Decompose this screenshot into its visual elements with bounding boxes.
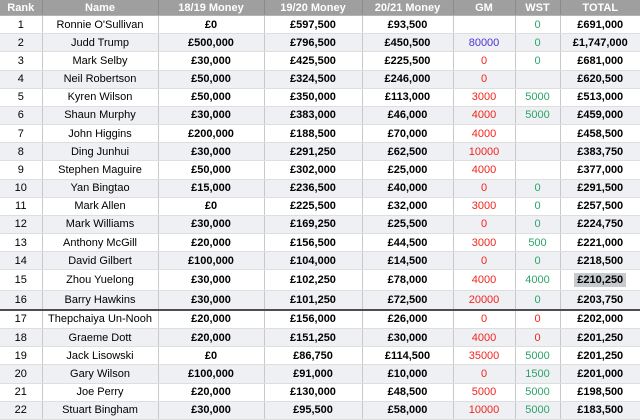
cell-money-2021[interactable]: £44,500 bbox=[362, 234, 453, 252]
table-row bbox=[0, 329, 640, 347]
cell-money-1920[interactable]: £156,000 bbox=[264, 310, 362, 329]
cell-wst[interactable]: 1500 bbox=[515, 365, 560, 383]
cell-money-1920[interactable]: £236,500 bbox=[264, 179, 362, 197]
cell-total[interactable]: £201,250 bbox=[560, 329, 640, 347]
cell-wst[interactable]: 500 bbox=[515, 234, 560, 252]
cell-name[interactable]: Mark Selby bbox=[42, 52, 158, 70]
cell-rank[interactable]: 13 bbox=[0, 234, 42, 252]
cell-money-1819[interactable]: £30,000 bbox=[158, 401, 264, 419]
cell-name[interactable]: Neil Robertson bbox=[42, 70, 158, 88]
table-row bbox=[0, 270, 640, 291]
col-header-gm[interactable]: GM bbox=[453, 0, 515, 16]
table-row bbox=[0, 34, 640, 52]
cell-money-1819[interactable]: £30,000 bbox=[158, 215, 264, 233]
cell-money-2021[interactable]: £40,000 bbox=[362, 179, 453, 197]
cell-money-1819[interactable]: £100,000 bbox=[158, 365, 264, 383]
cell-gm[interactable]: 0 bbox=[453, 52, 515, 70]
cell-money-1819[interactable]: £200,000 bbox=[158, 125, 264, 143]
cell-money-1819[interactable]: £500,000 bbox=[158, 34, 264, 52]
cell-money-2021[interactable]: £450,500 bbox=[362, 34, 453, 52]
cell-money-1819[interactable]: £20,000 bbox=[158, 383, 264, 401]
cell-rank[interactable]: 22 bbox=[0, 401, 42, 419]
table-row bbox=[0, 383, 640, 401]
cell-name[interactable]: Shaun Murphy bbox=[42, 106, 158, 124]
cell-rank[interactable]: 4 bbox=[0, 70, 42, 88]
cell-gm[interactable]: 4000 bbox=[453, 329, 515, 347]
cell-gm[interactable]: 10000 bbox=[453, 143, 515, 161]
cell-money-2021[interactable]: £225,500 bbox=[362, 52, 453, 70]
cell-gm[interactable]: 80000 bbox=[453, 34, 515, 52]
cell-total[interactable]: £201,250 bbox=[560, 347, 640, 365]
cell-money-1920[interactable]: £291,250 bbox=[264, 143, 362, 161]
cell-money-2021[interactable]: £114,500 bbox=[362, 347, 453, 365]
cell-money-2021[interactable]: £10,000 bbox=[362, 365, 453, 383]
cell-gm[interactable]: 0 bbox=[453, 215, 515, 233]
cell-total[interactable] bbox=[560, 270, 640, 291]
cell-money-1819[interactable]: £100,000 bbox=[158, 252, 264, 270]
highlighted-total: £210,250 bbox=[574, 273, 626, 287]
cell-money-1920[interactable]: £130,000 bbox=[264, 383, 362, 401]
table-row bbox=[0, 16, 640, 34]
cell-total[interactable]: £691,000 bbox=[560, 16, 640, 34]
cell-gm[interactable]: 3000 bbox=[453, 234, 515, 252]
cell-wst[interactable]: 5000 bbox=[515, 106, 560, 124]
cell-wst[interactable] bbox=[515, 70, 560, 88]
table-row bbox=[0, 215, 640, 233]
cell-money-1920[interactable]: £101,250 bbox=[264, 291, 362, 310]
col-header-rank[interactable]: Rank bbox=[0, 0, 42, 16]
cell-money-1819[interactable]: £50,000 bbox=[158, 70, 264, 88]
cell-gm[interactable]: 0 bbox=[453, 365, 515, 383]
cell-rank[interactable]: 1 bbox=[0, 16, 42, 34]
cell-gm[interactable]: 0 bbox=[453, 70, 515, 88]
cell-total[interactable]: £203,750 bbox=[560, 291, 640, 310]
table-row bbox=[0, 88, 640, 106]
col-header-1920-money[interactable]: 19/20 Money bbox=[264, 0, 362, 16]
cell-money-1819[interactable]: £20,000 bbox=[158, 310, 264, 329]
cell-name[interactable]: Joe Perry bbox=[42, 383, 158, 401]
cell-gm[interactable]: 0 bbox=[453, 252, 515, 270]
cell-money-2021[interactable]: £14,500 bbox=[362, 252, 453, 270]
cell-wst[interactable]: 4000 bbox=[515, 270, 560, 291]
table-row bbox=[0, 365, 640, 383]
cell-money-2021[interactable]: £246,000 bbox=[362, 70, 453, 88]
cell-name[interactable]: Kyren Wilson bbox=[42, 88, 158, 106]
cell-money-1920[interactable]: £796,500 bbox=[264, 34, 362, 52]
cell-total[interactable]: £221,000 bbox=[560, 234, 640, 252]
cell-name[interactable]: Mark Allen bbox=[42, 197, 158, 215]
cell-wst[interactable] bbox=[515, 125, 560, 143]
cell-name[interactable]: Ronnie O'Sullivan bbox=[42, 16, 158, 34]
cell-rank[interactable]: 21 bbox=[0, 383, 42, 401]
cell-rank[interactable]: 16 bbox=[0, 291, 42, 310]
cell-total[interactable]: £218,500 bbox=[560, 252, 640, 270]
cell-name[interactable]: Judd Trump bbox=[42, 34, 158, 52]
cell-rank[interactable]: 14 bbox=[0, 252, 42, 270]
cell-money-2021[interactable]: £72,500 bbox=[362, 291, 453, 310]
cell-gm[interactable]: 20000 bbox=[453, 291, 515, 310]
cell-rank[interactable]: 5 bbox=[0, 88, 42, 106]
cell-rank[interactable]: 12 bbox=[0, 215, 42, 233]
cell-money-2021[interactable]: £62,500 bbox=[362, 143, 453, 161]
cell-name[interactable]: Yan Bingtao bbox=[42, 179, 158, 197]
cell-total[interactable]: £681,000 bbox=[560, 52, 640, 70]
table-row bbox=[0, 125, 640, 143]
cell-name[interactable]: Jack Lisowski bbox=[42, 347, 158, 365]
cell-wst[interactable]: 0 bbox=[515, 197, 560, 215]
cell-name[interactable]: Thepchaiya Un-Nooh bbox=[42, 310, 158, 329]
table-row bbox=[0, 401, 640, 419]
cell-money-1819[interactable]: £30,000 bbox=[158, 106, 264, 124]
cell-wst[interactable]: 0 bbox=[515, 252, 560, 270]
cell-money-1920[interactable]: £350,000 bbox=[264, 88, 362, 106]
cell-money-1920[interactable]: £597,500 bbox=[264, 16, 362, 34]
cell-name[interactable]: Stephen Maguire bbox=[42, 161, 158, 179]
cell-total[interactable]: £620,500 bbox=[560, 70, 640, 88]
table-row bbox=[0, 197, 640, 215]
table-row bbox=[0, 234, 640, 252]
table-row bbox=[0, 70, 640, 88]
cell-rank[interactable]: 3 bbox=[0, 52, 42, 70]
cell-wst[interactable]: 0 bbox=[515, 179, 560, 197]
cell-gm[interactable] bbox=[453, 16, 515, 34]
cell-money-1819[interactable]: £50,000 bbox=[158, 161, 264, 179]
cell-gm[interactable]: 3000 bbox=[453, 88, 515, 106]
cell-wst[interactable]: 5000 bbox=[515, 347, 560, 365]
cell-wst[interactable]: 0 bbox=[515, 329, 560, 347]
cell-gm[interactable]: 4000 bbox=[453, 161, 515, 179]
cell-money-1920[interactable]: £102,250 bbox=[264, 270, 362, 291]
table-row bbox=[0, 291, 640, 310]
cell-money-1920[interactable]: £151,250 bbox=[264, 329, 362, 347]
cell-money-1920[interactable]: £425,500 bbox=[264, 52, 362, 70]
cell-total[interactable]: £224,750 bbox=[560, 215, 640, 233]
cell-money-2021[interactable]: £46,000 bbox=[362, 106, 453, 124]
col-header-name[interactable]: Name bbox=[42, 0, 158, 16]
cell-money-1920[interactable]: £302,000 bbox=[264, 161, 362, 179]
cell-gm[interactable]: 4000 bbox=[453, 270, 515, 291]
cell-money-1920[interactable]: £188,500 bbox=[264, 125, 362, 143]
cell-total[interactable]: £459,000 bbox=[560, 106, 640, 124]
cell-money-1819[interactable]: £20,000 bbox=[158, 234, 264, 252]
cell-name[interactable]: John Higgins bbox=[42, 125, 158, 143]
cell-wst[interactable] bbox=[515, 161, 560, 179]
cell-rank[interactable]: 10 bbox=[0, 179, 42, 197]
table-row bbox=[0, 252, 640, 270]
cell-name[interactable]: Stuart Bingham bbox=[42, 401, 158, 419]
col-header-2021-money[interactable]: 20/21 Money bbox=[362, 0, 453, 16]
cell-rank[interactable]: 2 bbox=[0, 34, 42, 52]
cell-name[interactable]: Zhou Yuelong bbox=[42, 270, 158, 291]
cell-gm[interactable]: 0 bbox=[453, 310, 515, 329]
cell-money-1819[interactable]: £30,000 bbox=[158, 291, 264, 310]
cell-total[interactable]: £201,000 bbox=[560, 365, 640, 383]
cell-rank[interactable]: 11 bbox=[0, 197, 42, 215]
cell-total[interactable]: £183,500 bbox=[560, 401, 640, 419]
cell-wst[interactable]: 0 bbox=[515, 52, 560, 70]
table-row bbox=[0, 143, 640, 161]
cell-wst[interactable]: 0 bbox=[515, 310, 560, 329]
cell-total[interactable]: £1,747,000 bbox=[560, 34, 640, 52]
cell-wst[interactable]: 0 bbox=[515, 215, 560, 233]
cell-gm[interactable]: 4000 bbox=[453, 125, 515, 143]
cell-gm[interactable]: 3000 bbox=[453, 197, 515, 215]
cell-total[interactable]: £458,500 bbox=[560, 125, 640, 143]
cell-gm[interactable]: 10000 bbox=[453, 401, 515, 419]
cell-money-1819[interactable]: £0 bbox=[158, 197, 264, 215]
cell-rank[interactable]: 9 bbox=[0, 161, 42, 179]
cell-name[interactable]: Gary Wilson bbox=[42, 365, 158, 383]
table-row bbox=[0, 347, 640, 365]
cell-name[interactable]: Graeme Dott bbox=[42, 329, 158, 347]
cell-money-2021[interactable]: £78,000 bbox=[362, 270, 453, 291]
cell-money-2021[interactable]: £113,000 bbox=[362, 88, 453, 106]
table-row bbox=[0, 52, 640, 70]
cell-wst[interactable]: 0 bbox=[515, 16, 560, 34]
cell-rank[interactable]: 18 bbox=[0, 329, 42, 347]
cell-wst[interactable]: 5000 bbox=[515, 88, 560, 106]
cell-name[interactable]: Anthony McGill bbox=[42, 234, 158, 252]
col-header-1819-money[interactable]: 18/19 Money bbox=[158, 0, 264, 16]
cell-money-2021[interactable]: £93,500 bbox=[362, 16, 453, 34]
cell-money-1920[interactable]: £225,500 bbox=[264, 197, 362, 215]
col-header-wst[interactable]: WST bbox=[515, 0, 560, 16]
cell-money-1819[interactable]: £30,000 bbox=[158, 143, 264, 161]
cell-money-1920[interactable]: £95,500 bbox=[264, 401, 362, 419]
cell-total[interactable]: £383,750 bbox=[560, 143, 640, 161]
cell-wst[interactable]: 5000 bbox=[515, 383, 560, 401]
cell-total[interactable]: £513,000 bbox=[560, 88, 640, 106]
cell-gm[interactable]: 0 bbox=[453, 179, 515, 197]
cell-wst[interactable]: 0 bbox=[515, 291, 560, 310]
cell-money-1819[interactable]: £15,000 bbox=[158, 179, 264, 197]
cell-money-1920[interactable]: £86,750 bbox=[264, 347, 362, 365]
cell-money-1819[interactable]: £20,000 bbox=[158, 329, 264, 347]
table-body bbox=[0, 16, 640, 420]
cell-rank[interactable]: 20 bbox=[0, 365, 42, 383]
cell-rank[interactable]: 19 bbox=[0, 347, 42, 365]
cell-wst[interactable]: 0 bbox=[515, 34, 560, 52]
cell-rank[interactable]: 6 bbox=[0, 106, 42, 124]
cell-rank[interactable]: 7 bbox=[0, 125, 42, 143]
cell-total[interactable]: £202,000 bbox=[560, 310, 640, 329]
cell-money-1819[interactable]: £0 bbox=[158, 347, 264, 365]
cell-money-2021[interactable]: £30,000 bbox=[362, 329, 453, 347]
cell-wst[interactable]: 5000 bbox=[515, 401, 560, 419]
cell-money-1819[interactable]: £30,000 bbox=[158, 270, 264, 291]
cell-wst[interactable] bbox=[515, 143, 560, 161]
cell-money-2021[interactable]: £48,500 bbox=[362, 383, 453, 401]
cell-money-1920[interactable]: £104,000 bbox=[264, 252, 362, 270]
cell-money-1920[interactable]: £156,500 bbox=[264, 234, 362, 252]
col-header-total[interactable]: TOTAL bbox=[560, 0, 640, 16]
cell-rank[interactable]: 17 bbox=[0, 310, 42, 329]
table-row bbox=[0, 161, 640, 179]
cell-name[interactable]: Ding Junhui bbox=[42, 143, 158, 161]
cell-rank[interactable]: 8 bbox=[0, 143, 42, 161]
cell-name[interactable]: David Gilbert bbox=[42, 252, 158, 270]
cell-money-1920[interactable]: £91,000 bbox=[264, 365, 362, 383]
cell-money-2021[interactable]: £25,500 bbox=[362, 215, 453, 233]
cell-total[interactable]: £257,500 bbox=[560, 197, 640, 215]
cell-money-1819[interactable]: £0 bbox=[158, 16, 264, 34]
cell-money-1920[interactable]: £383,000 bbox=[264, 106, 362, 124]
cell-gm[interactable]: 4000 bbox=[453, 106, 515, 124]
cell-money-2021[interactable]: £58,000 bbox=[362, 401, 453, 419]
cell-money-1819[interactable]: £30,000 bbox=[158, 52, 264, 70]
table-row bbox=[0, 106, 640, 124]
cell-rank[interactable]: 15 bbox=[0, 270, 42, 291]
cell-money-1920[interactable]: £169,250 bbox=[264, 215, 362, 233]
cell-money-2021[interactable]: £32,000 bbox=[362, 197, 453, 215]
cell-money-2021[interactable]: £25,000 bbox=[362, 161, 453, 179]
cell-total[interactable]: £377,000 bbox=[560, 161, 640, 179]
table-row bbox=[0, 310, 640, 329]
cell-money-1819[interactable]: £50,000 bbox=[158, 88, 264, 106]
table-row bbox=[0, 179, 640, 197]
cell-name[interactable]: Barry Hawkins bbox=[42, 291, 158, 310]
cell-money-2021[interactable]: £70,000 bbox=[362, 125, 453, 143]
header-row bbox=[0, 0, 640, 16]
cell-total[interactable]: £198,500 bbox=[560, 383, 640, 401]
cell-name[interactable]: Mark Williams bbox=[42, 215, 158, 233]
cell-gm[interactable]: 5000 bbox=[453, 383, 515, 401]
cell-total[interactable]: £291,500 bbox=[560, 179, 640, 197]
cell-money-1920[interactable]: £324,500 bbox=[264, 70, 362, 88]
cell-gm[interactable]: 35000 bbox=[453, 347, 515, 365]
cell-money-2021[interactable]: £26,000 bbox=[362, 310, 453, 329]
